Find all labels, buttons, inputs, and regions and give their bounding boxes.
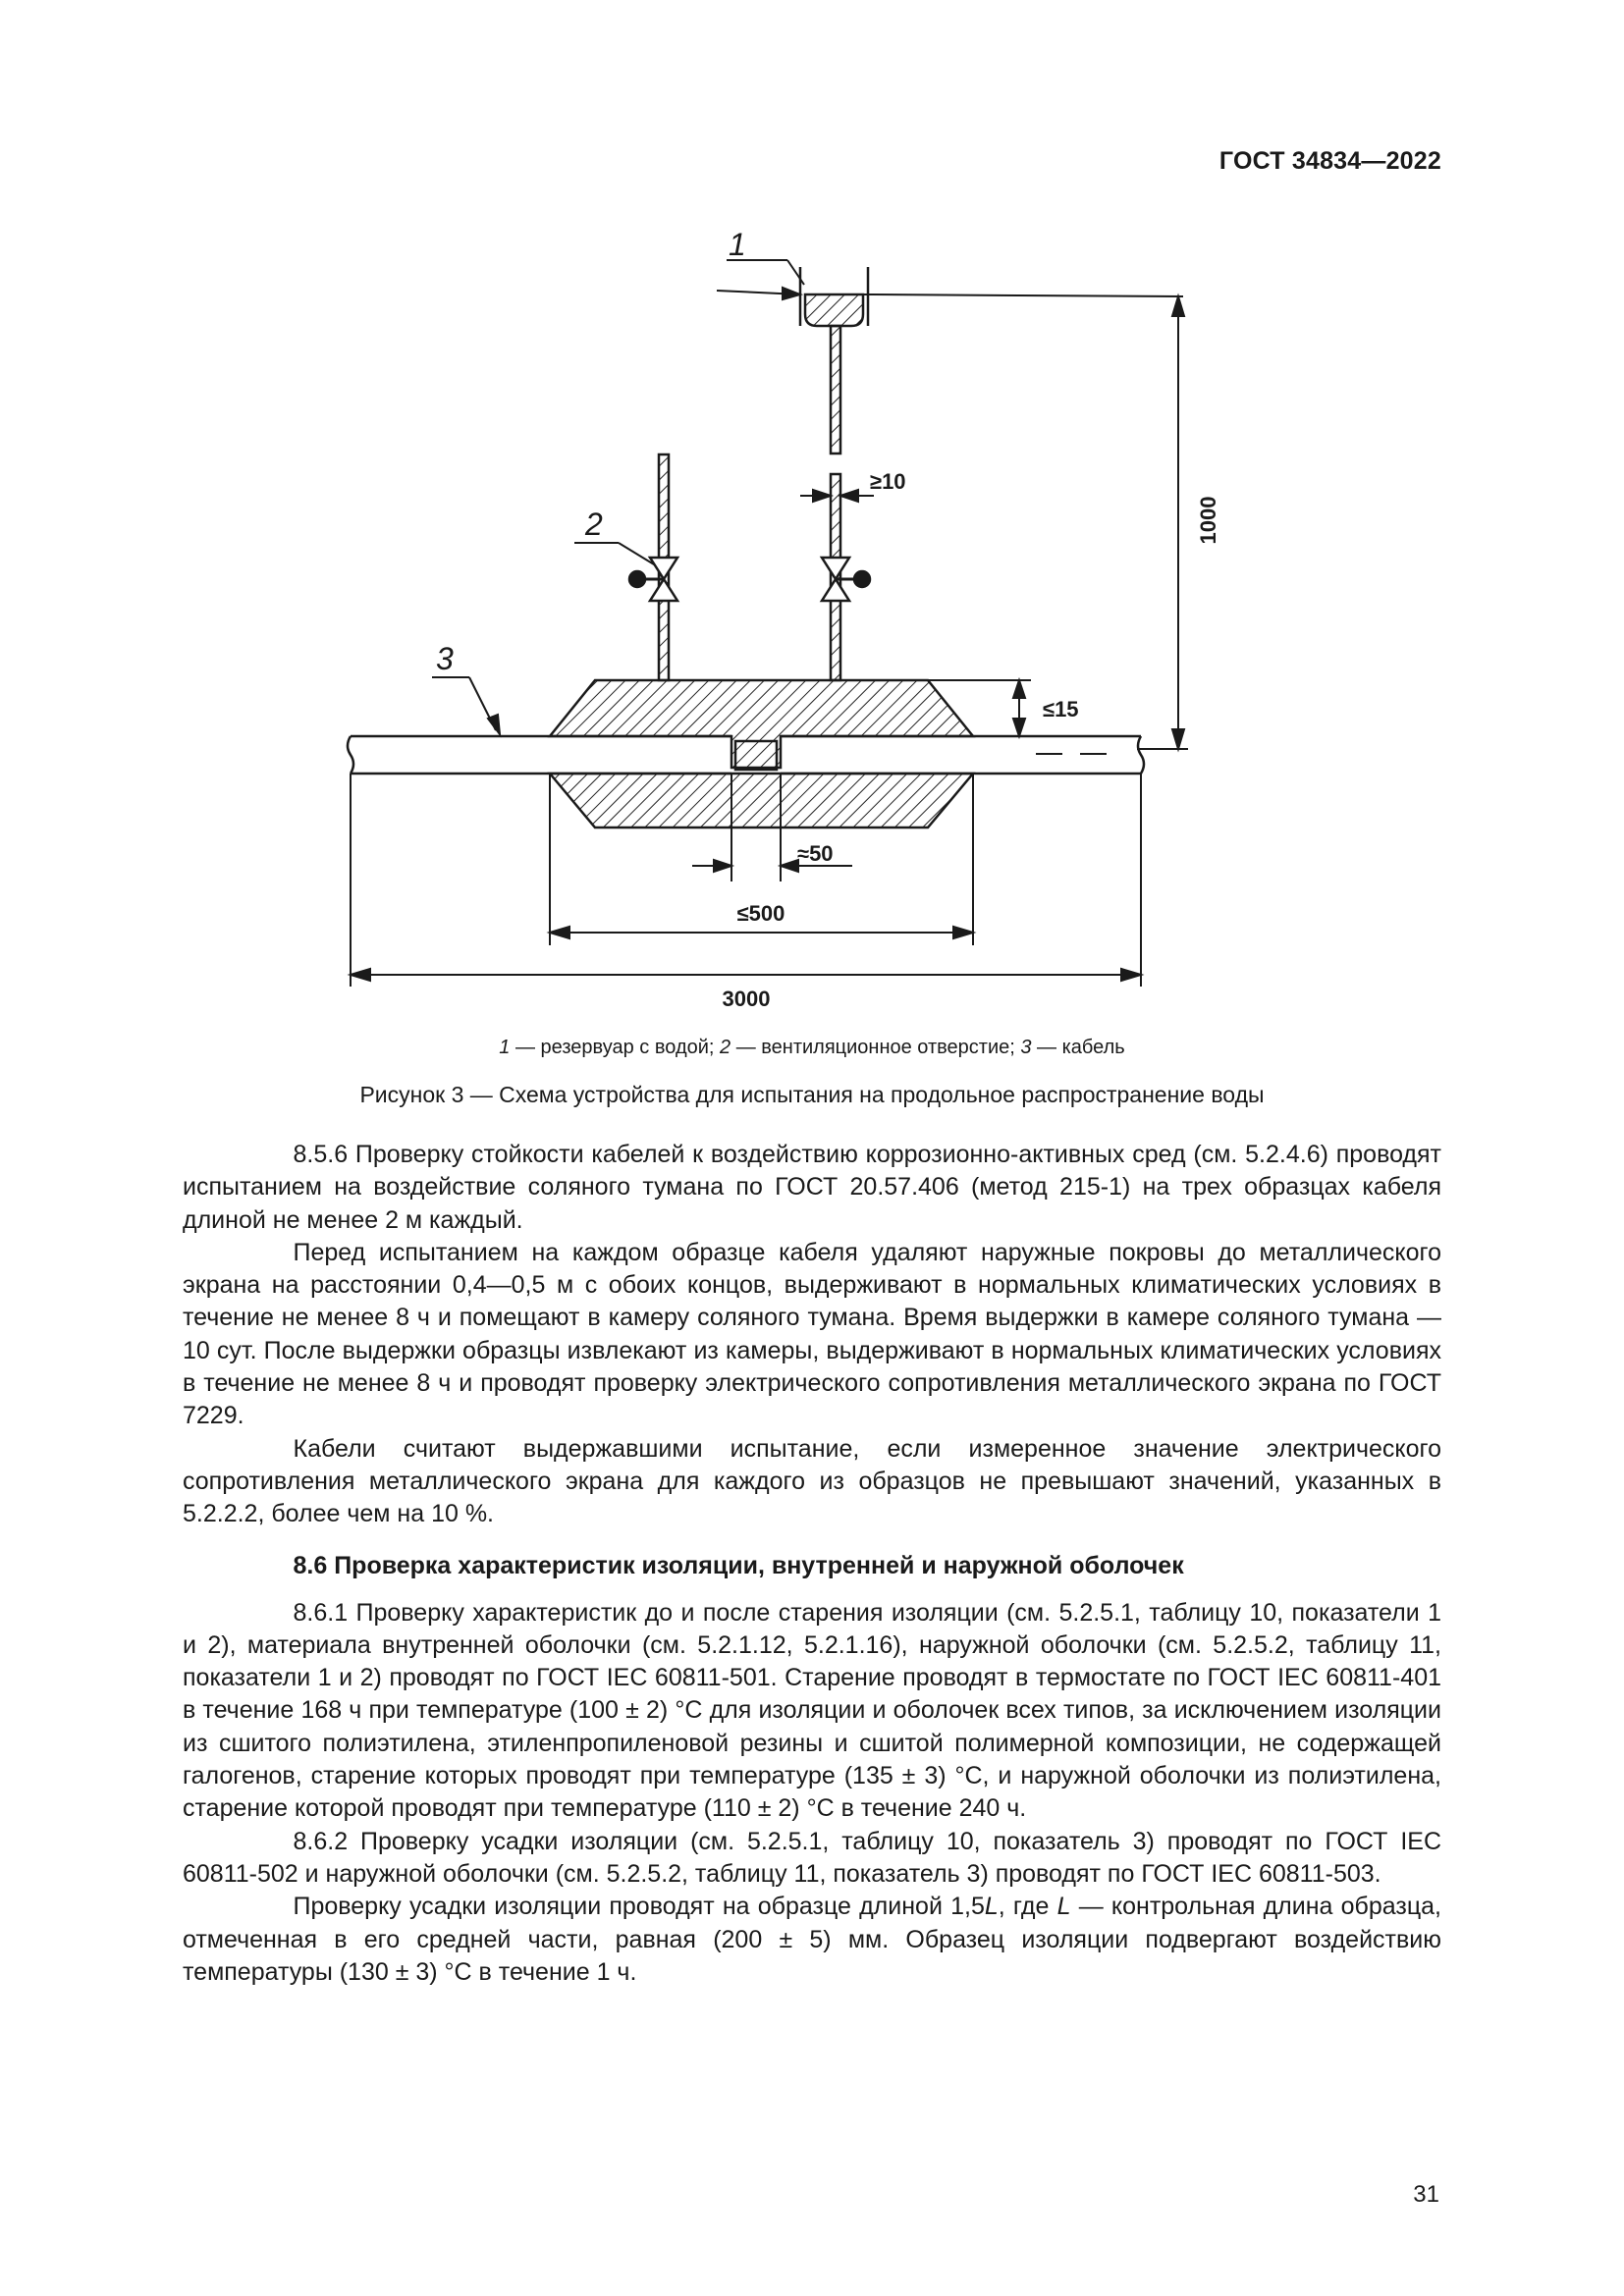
page-number: 31 — [1413, 2181, 1439, 2208]
water-valve — [822, 558, 870, 601]
callout-1: 1 — [729, 227, 746, 262]
dim-approx50-label: ≈50 — [797, 841, 834, 866]
figure-legend: 1 — резервуар с водой; 2 — вентиляционное отверстие; 3 — кабель — [499, 1037, 1125, 1058]
paragraph-8-5-6-procedure: Перед испытанием на каждом образце кабеля удаляют наружные покровы до металлического экрана на расстоянии 0,4—0,5 м с обоих концов, выдерживают в нормальных климатических условиях в течение не менее 8 ч и помещают в камеру соляного тумана. Время выдержки в камере соляного тумана — 10 сут. После выдержки образцы извлекают из камеры, выдерживают в нормальных климатических условиях в течение не менее 8 ч и проводят проверку электрического сопротивления металлического экрана по ГОСТ 7229. — [183, 1238, 1441, 1430]
paragraph-8-6-1: 8.6.1 Проверку характеристик до и после старения изоляции (см. 5.2.5.1, таблицу 10, показатели 1 и 2), материала внутренней оболочки (см. 5.2.1.12, 5.2.1.16), наружной оболочки (см. 5.2.5.2, таблицу 11, показатели 1 и 2) проводят по ГОСТ IEC 60811-501. Старение проводят в термостате по ГОСТ IEC 60811-401 в течение 168 ч при температуре (100 ± 2) °С для изоляции и оболочек всех типов, за исключением изоляции из сшитого полиэтилена, этиленпропиленовой резины и сшитой полимерной композиции, не содержащей галогенов, старение которых проводят при температуре (135 ± 3) °С, и наружной оболочки из полиэтилена, старение которой проводят при температуре (110 ± 2) °С в течение 240 ч. — [183, 1598, 1441, 1823]
callout-leaders — [432, 260, 804, 734]
callout-3: 3 — [436, 641, 454, 676]
water-reservoir — [800, 267, 1183, 326]
paragraph-8-6-2-shrinkage: Проверку усадки изоляции проводят на образце длиной 1,5L, где L — контрольная длина образца, отмеченная в его средней части, равная (200 ± 5) мм. Образец изоляции подвергают воздействию температуры (130 ± 3) °С в течение 1 ч. — [183, 1893, 1442, 1986]
dim-1000-label: 1000 — [1196, 496, 1220, 545]
dim-3000-label: 3000 — [722, 987, 771, 1011]
section-heading-8-6: 8.6 Проверка характеристик изоляции, внутренней и наружной оболочек — [293, 1551, 1184, 1579]
paragraph-8-5-6: 8.5.6 Проверку стойкости кабелей к воздействию коррозионно-активных сред (см. 5.2.4.6) проводят испытанием на воздействие соляного тумана по ГОСТ 20.57.406 (метод 215-1) на трех образцах кабеля длиной не менее 2 м каждый. — [183, 1141, 1441, 1234]
water-inlet-pipe-upper — [831, 326, 840, 454]
paragraph-8-5-6-criteria: Кабели считают выдержавшими испытание, если измеренное значение электрического сопротивления металлического экрана для каждого из образцов не превышают значений, указанных в 5.2.2.2, более чем на 10 %. — [183, 1434, 1441, 1528]
dim-ge10-label: ≥10 — [870, 469, 906, 494]
figure-caption: Рисунок 3 — Схема устройства для испытания на продольное распространение воды — [359, 1082, 1265, 1107]
callout-2: 2 — [585, 507, 603, 542]
test-device-diagram — [0, 0, 1624, 1080]
dim-le500-label: ≤500 — [736, 901, 785, 926]
dim-le15-label: ≤15 — [1043, 697, 1079, 721]
document-code-header: ГОСТ 34834—2022 — [1218, 147, 1441, 175]
paragraph-8-6-2: 8.6.2 Проверку усадки изоляции (см. 5.2.5.1, таблицу 10, показатель 3) проводят по ГОСТ IEC 60811-502 и наружной оболочки (см. 5.2.5.2, таблицу 11, показатель 3) проводят по ГОСТ IEC 60811-503. — [183, 1827, 1441, 1888]
document-body — [183, 1139, 1441, 1989]
seal-lower — [550, 774, 973, 828]
seal-upper — [550, 680, 973, 768]
dimension-1000 — [1137, 296, 1188, 749]
